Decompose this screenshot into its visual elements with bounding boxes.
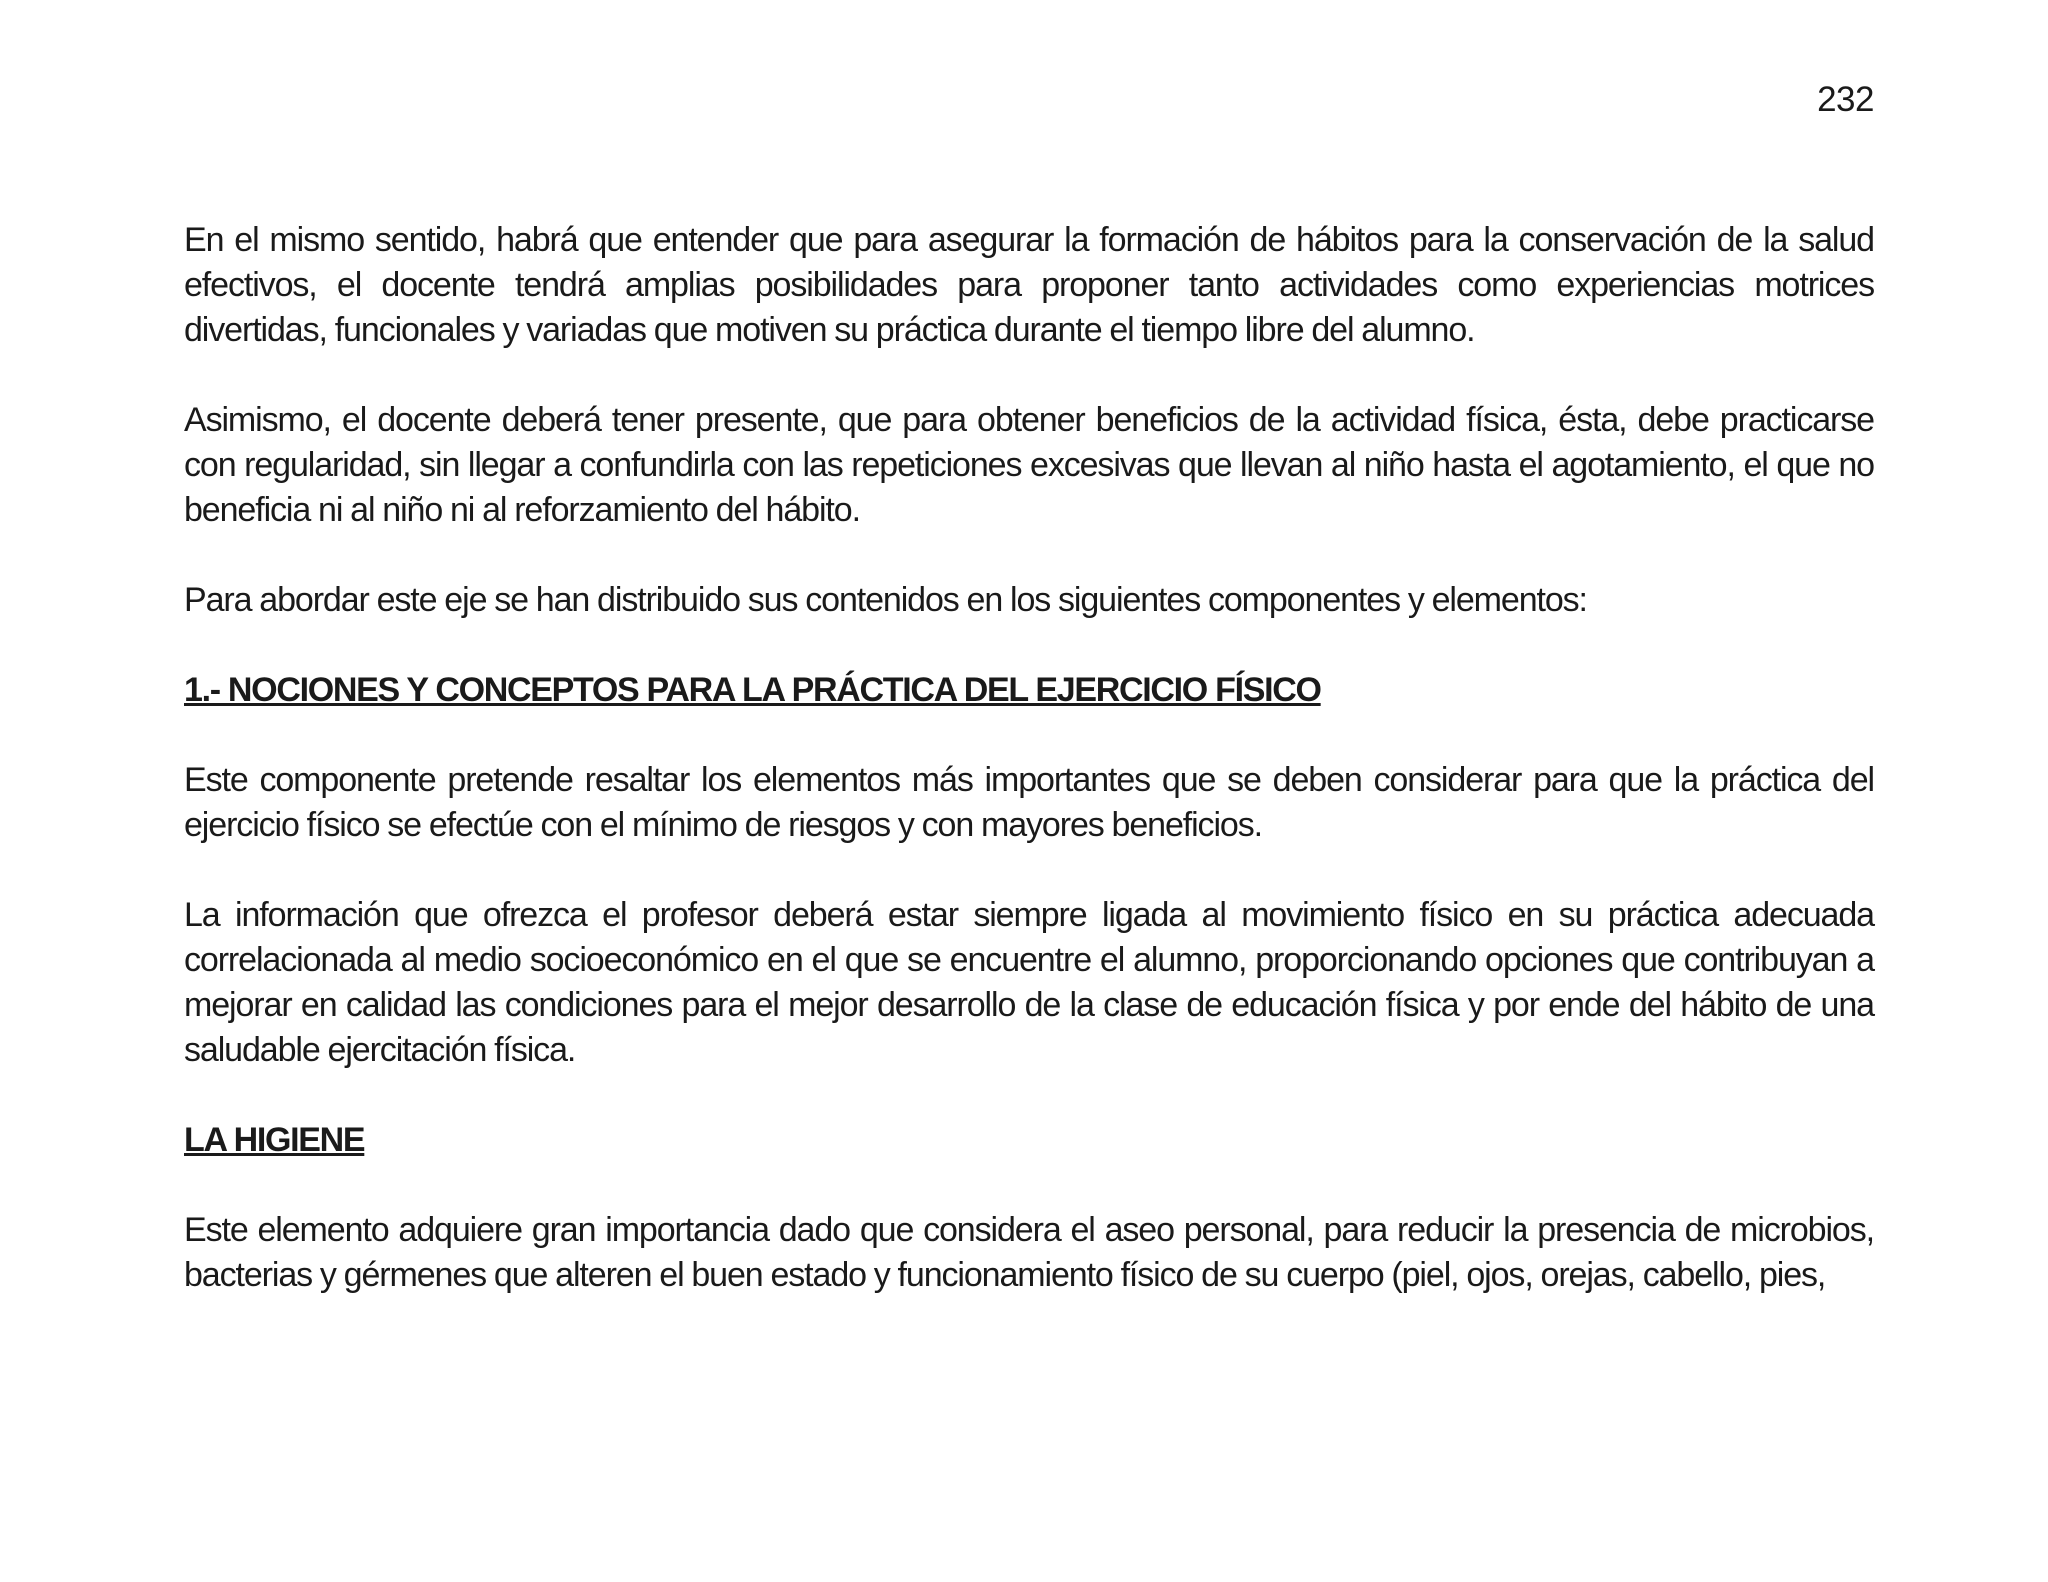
- section-heading-higiene: LA HIGIENE: [184, 1121, 365, 1159]
- paragraph-componente-descripcion: Este componente pretende resaltar los elementos más importantes que se deben considerar para que la práctica del ejercicio físico se efectúe con el mínimo de riesgos y con mayores beneficios.: [184, 761, 1874, 844]
- section-heading-nociones: 1.- NOCIONES Y CONCEPTOS PARA LA PRÁCTICA DEL EJERCICIO FÍSICO: [184, 671, 1321, 709]
- paragraph-higiene: Este elemento adquiere gran importancia dado que considera el aseo personal, para reducir la presencia de microbios, bacterias y gérmenes que alteren el buen estado y funcionamiento físico de su cuerpo (piel, ojos, orejas, cabello, pies,: [184, 1211, 1874, 1294]
- paragraph-beneficios: Asimismo, el docente deberá tener presente, que para obtener beneficios de la actividad física, ésta, debe practicarse con regularidad, sin llegar a confundirla con las repeticiones excesivas que llevan al niño hasta el agotamiento, el que no beneficia ni al niño ni al reforzamiento del hábito.: [184, 401, 1874, 529]
- paragraph-informacion-profesor: La información que ofrezca el profesor deberá estar siempre ligada al movimiento físico en su práctica adecuada correlacionada al medio socioeconómico en el que se encuentre el alumno, proporcionando opciones que contribuyan a mejorar en calidad las condiciones para el mejor desarrollo de la clase de educación física y por ende del hábito de una saludable ejercitación física.: [184, 896, 1874, 1069]
- page-number: 232: [1817, 80, 1874, 119]
- paragraph-componentes: Para abordar este eje se han distribuido sus contenidos en los siguientes componentes y elementos:: [184, 581, 1587, 619]
- paragraph-habitos: En el mismo sentido, habrá que entender que para asegurar la formación de hábitos para la conservación de la salud efectivos, el docente tendrá amplias posibilidades para proponer tanto actividades como experiencias motrices divertidas, funcionales y variadas que motiven su práctica durante el tiempo libre del alumno.: [184, 221, 1874, 349]
- page-content: [184, 218, 1874, 1343]
